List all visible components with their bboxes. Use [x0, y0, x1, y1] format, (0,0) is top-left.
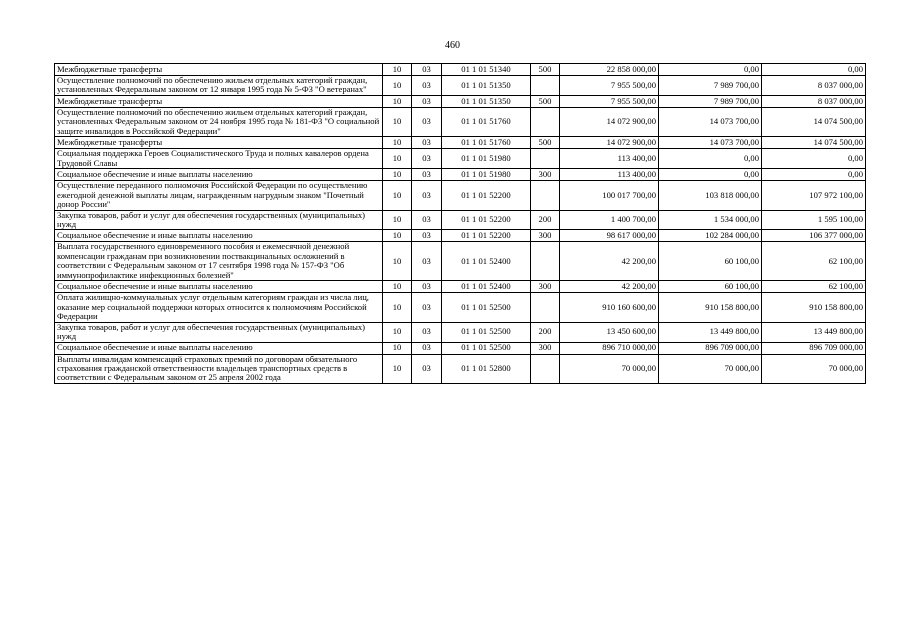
amount-year3-cell: 107 972 100,00 — [762, 181, 866, 210]
amount-year3-cell: 0,00 — [762, 149, 866, 169]
table-row — [55, 242, 866, 281]
expense-type-cell: 200 — [531, 322, 560, 342]
expense-type-cell: 300 — [531, 342, 560, 354]
amount-year1-cell: 70 000,00 — [560, 354, 659, 383]
amount-year2-cell: 103 818 000,00 — [659, 181, 762, 210]
expense-type-cell: 500 — [531, 64, 560, 76]
amount-year2-cell: 896 709 000,00 — [659, 342, 762, 354]
target-article-cell: 01 1 01 52500 — [442, 293, 531, 322]
amount-year2-cell: 102 284 000,00 — [659, 230, 762, 242]
amount-year3-cell: 8 037 000,00 — [762, 95, 866, 107]
amount-year2-cell: 0,00 — [659, 169, 762, 181]
amount-year3-cell: 14 074 500,00 — [762, 137, 866, 149]
section-code-cell: 10 — [383, 76, 412, 96]
target-article-cell: 01 1 01 51760 — [442, 137, 531, 149]
amount-year1-cell: 113 400,00 — [560, 149, 659, 169]
table-row — [55, 322, 866, 342]
amount-year2-cell: 14 073 700,00 — [659, 137, 762, 149]
table-row — [55, 149, 866, 169]
target-article-cell: 01 1 01 51760 — [442, 107, 531, 136]
expense-name-cell: Социальное обеспечение и иные выплаты населению — [55, 230, 383, 242]
amount-year1-cell: 1 400 700,00 — [560, 210, 659, 230]
expense-name-cell: Межбюджетные трансферты — [55, 95, 383, 107]
table-row — [55, 137, 866, 149]
section-code-cell: 10 — [383, 322, 412, 342]
amount-year3-cell: 0,00 — [762, 169, 866, 181]
subsection-code-cell: 03 — [412, 149, 442, 169]
amount-year2-cell: 1 534 000,00 — [659, 210, 762, 230]
target-article-cell: 01 1 01 52800 — [442, 354, 531, 383]
amount-year1-cell: 910 160 600,00 — [560, 293, 659, 322]
amount-year1-cell: 22 858 000,00 — [560, 64, 659, 76]
subsection-code-cell: 03 — [412, 169, 442, 181]
expense-type-cell — [531, 107, 560, 136]
expense-name-cell: Закупка товаров, работ и услуг для обеспечения государственных (муниципальных) нужд — [55, 322, 383, 342]
expense-name-cell: Социальное обеспечение и иные выплаты населению — [55, 281, 383, 293]
table-row — [55, 293, 866, 322]
amount-year3-cell: 13 449 800,00 — [762, 322, 866, 342]
amount-year1-cell: 7 955 500,00 — [560, 95, 659, 107]
amount-year3-cell: 896 709 000,00 — [762, 342, 866, 354]
expense-name-cell: Закупка товаров, работ и услуг для обеспечения государственных (муниципальных) нужд — [55, 210, 383, 230]
target-article-cell: 01 1 01 52200 — [442, 230, 531, 242]
section-code-cell: 10 — [383, 64, 412, 76]
subsection-code-cell: 03 — [412, 76, 442, 96]
amount-year2-cell: 60 100,00 — [659, 281, 762, 293]
target-article-cell: 01 1 01 52400 — [442, 242, 531, 281]
amount-year3-cell: 62 100,00 — [762, 242, 866, 281]
subsection-code-cell: 03 — [412, 181, 442, 210]
section-code-cell: 10 — [383, 107, 412, 136]
target-article-cell: 01 1 01 52500 — [442, 342, 531, 354]
table-row — [55, 107, 866, 136]
section-code-cell: 10 — [383, 342, 412, 354]
table-row — [55, 230, 866, 242]
table-row — [55, 169, 866, 181]
amount-year2-cell: 7 989 700,00 — [659, 76, 762, 96]
amount-year3-cell: 910 158 800,00 — [762, 293, 866, 322]
amount-year1-cell: 42 200,00 — [560, 281, 659, 293]
expense-name-cell: Осуществление полномочий по обеспечению жильем отдельных категорий граждан, установленных Федеральным законом от 24 ноября 1995 года № 181-ФЗ "О социальной защите инвалидов в Российской Федерации" — [55, 107, 383, 136]
amount-year3-cell: 0,00 — [762, 64, 866, 76]
amount-year2-cell: 7 989 700,00 — [659, 95, 762, 107]
target-article-cell: 01 1 01 52200 — [442, 210, 531, 230]
subsection-code-cell: 03 — [412, 354, 442, 383]
subsection-code-cell: 03 — [412, 281, 442, 293]
amount-year2-cell: 0,00 — [659, 149, 762, 169]
target-article-cell: 01 1 01 51350 — [442, 76, 531, 96]
amount-year1-cell: 42 200,00 — [560, 242, 659, 281]
expense-name-cell: Оплата жилищно-коммунальных услуг отдельным категориям граждан из числа лиц, оказание мер социальной поддержки которых относится к полномочиям Российской Федерации — [55, 293, 383, 322]
table-row — [55, 210, 866, 230]
amount-year2-cell: 14 073 700,00 — [659, 107, 762, 136]
amount-year1-cell: 7 955 500,00 — [560, 76, 659, 96]
section-code-cell: 10 — [383, 281, 412, 293]
expense-type-cell — [531, 242, 560, 281]
amount-year1-cell: 113 400,00 — [560, 169, 659, 181]
expense-name-cell: Осуществление переданного полномочия Российской Федерации по осуществлению ежегодной денежной выплаты лицам, награжденным нагрудным знаком "Почетный донор России" — [55, 181, 383, 210]
expense-type-cell: 300 — [531, 169, 560, 181]
expense-type-cell — [531, 293, 560, 322]
section-code-cell: 10 — [383, 169, 412, 181]
expense-name-cell: Выплата государственного единовременного пособия и ежемесячной денежной компенсации гражданам при возникновении поствакцинальных осложнений в соответствии с Федеральным законом от 17 сентября 1998 года № 157-ФЗ "Об иммунопрофилактике инфекционных болезней" — [55, 242, 383, 281]
table-row — [55, 64, 866, 76]
subsection-code-cell: 03 — [412, 322, 442, 342]
expense-type-cell: 300 — [531, 281, 560, 293]
subsection-code-cell: 03 — [412, 342, 442, 354]
subsection-code-cell: 03 — [412, 242, 442, 281]
expense-name-cell: Социальное обеспечение и иные выплаты населению — [55, 169, 383, 181]
amount-year3-cell: 70 000,00 — [762, 354, 866, 383]
section-code-cell: 10 — [383, 230, 412, 242]
target-article-cell: 01 1 01 52400 — [442, 281, 531, 293]
subsection-code-cell: 03 — [412, 107, 442, 136]
subsection-code-cell: 03 — [412, 230, 442, 242]
section-code-cell: 10 — [383, 149, 412, 169]
expense-name-cell: Межбюджетные трансферты — [55, 64, 383, 76]
amount-year3-cell: 1 595 100,00 — [762, 210, 866, 230]
section-code-cell: 10 — [383, 137, 412, 149]
amount-year3-cell: 14 074 500,00 — [762, 107, 866, 136]
section-code-cell: 10 — [383, 354, 412, 383]
section-code-cell: 10 — [383, 181, 412, 210]
amount-year1-cell: 98 617 000,00 — [560, 230, 659, 242]
expense-type-cell — [531, 354, 560, 383]
expense-type-cell: 500 — [531, 95, 560, 107]
expense-type-cell: 200 — [531, 210, 560, 230]
amount-year2-cell: 70 000,00 — [659, 354, 762, 383]
amount-year2-cell: 0,00 — [659, 64, 762, 76]
table-row — [55, 76, 866, 96]
table-body — [55, 64, 866, 384]
section-code-cell: 10 — [383, 210, 412, 230]
expense-type-cell — [531, 76, 560, 96]
table-row — [55, 181, 866, 210]
section-code-cell: 10 — [383, 95, 412, 107]
subsection-code-cell: 03 — [412, 64, 442, 76]
expense-type-cell — [531, 181, 560, 210]
expense-name-cell: Осуществление полномочий по обеспечению жильем отдельных категорий граждан, установленных Федеральным законом от 12 января 1995 года № 5-ФЗ "О ветеранах" — [55, 76, 383, 96]
table-row — [55, 281, 866, 293]
budget-table — [54, 63, 866, 384]
expense-name-cell: Социальная поддержка Героев Социалистического Труда и полных кавалеров ордена Трудовой Славы — [55, 149, 383, 169]
subsection-code-cell: 03 — [412, 95, 442, 107]
subsection-code-cell: 03 — [412, 210, 442, 230]
amount-year1-cell: 14 072 900,00 — [560, 107, 659, 136]
target-article-cell: 01 1 01 52200 — [442, 181, 531, 210]
target-article-cell: 01 1 01 52500 — [442, 322, 531, 342]
amount-year1-cell: 13 450 600,00 — [560, 322, 659, 342]
subsection-code-cell: 03 — [412, 293, 442, 322]
section-code-cell: 10 — [383, 293, 412, 322]
amount-year1-cell: 14 072 900,00 — [560, 137, 659, 149]
target-article-cell: 01 1 01 51350 — [442, 95, 531, 107]
expense-name-cell: Выплаты инвалидам компенсаций страховых премий по договорам обязательного страхования гражданской ответственности владельцев транспортных средств в соответствии с Федеральным законом от 25 апреля 2002 года — [55, 354, 383, 383]
expense-type-cell: 500 — [531, 137, 560, 149]
amount-year3-cell: 62 100,00 — [762, 281, 866, 293]
amount-year1-cell: 896 710 000,00 — [560, 342, 659, 354]
target-article-cell: 01 1 01 51980 — [442, 149, 531, 169]
amount-year3-cell: 8 037 000,00 — [762, 76, 866, 96]
section-code-cell: 10 — [383, 242, 412, 281]
table-row — [55, 354, 866, 383]
expense-type-cell — [531, 149, 560, 169]
target-article-cell: 01 1 01 51980 — [442, 169, 531, 181]
table-row — [55, 95, 866, 107]
target-article-cell: 01 1 01 51340 — [442, 64, 531, 76]
expense-name-cell: Межбюджетные трансферты — [55, 137, 383, 149]
subsection-code-cell: 03 — [412, 137, 442, 149]
expense-name-cell: Социальное обеспечение и иные выплаты населению — [55, 342, 383, 354]
expense-type-cell: 300 — [531, 230, 560, 242]
amount-year2-cell: 910 158 800,00 — [659, 293, 762, 322]
page-number: 460 — [445, 40, 460, 51]
amount-year2-cell: 60 100,00 — [659, 242, 762, 281]
amount-year2-cell: 13 449 800,00 — [659, 322, 762, 342]
table-row — [55, 342, 866, 354]
amount-year3-cell: 106 377 000,00 — [762, 230, 866, 242]
amount-year1-cell: 100 017 700,00 — [560, 181, 659, 210]
